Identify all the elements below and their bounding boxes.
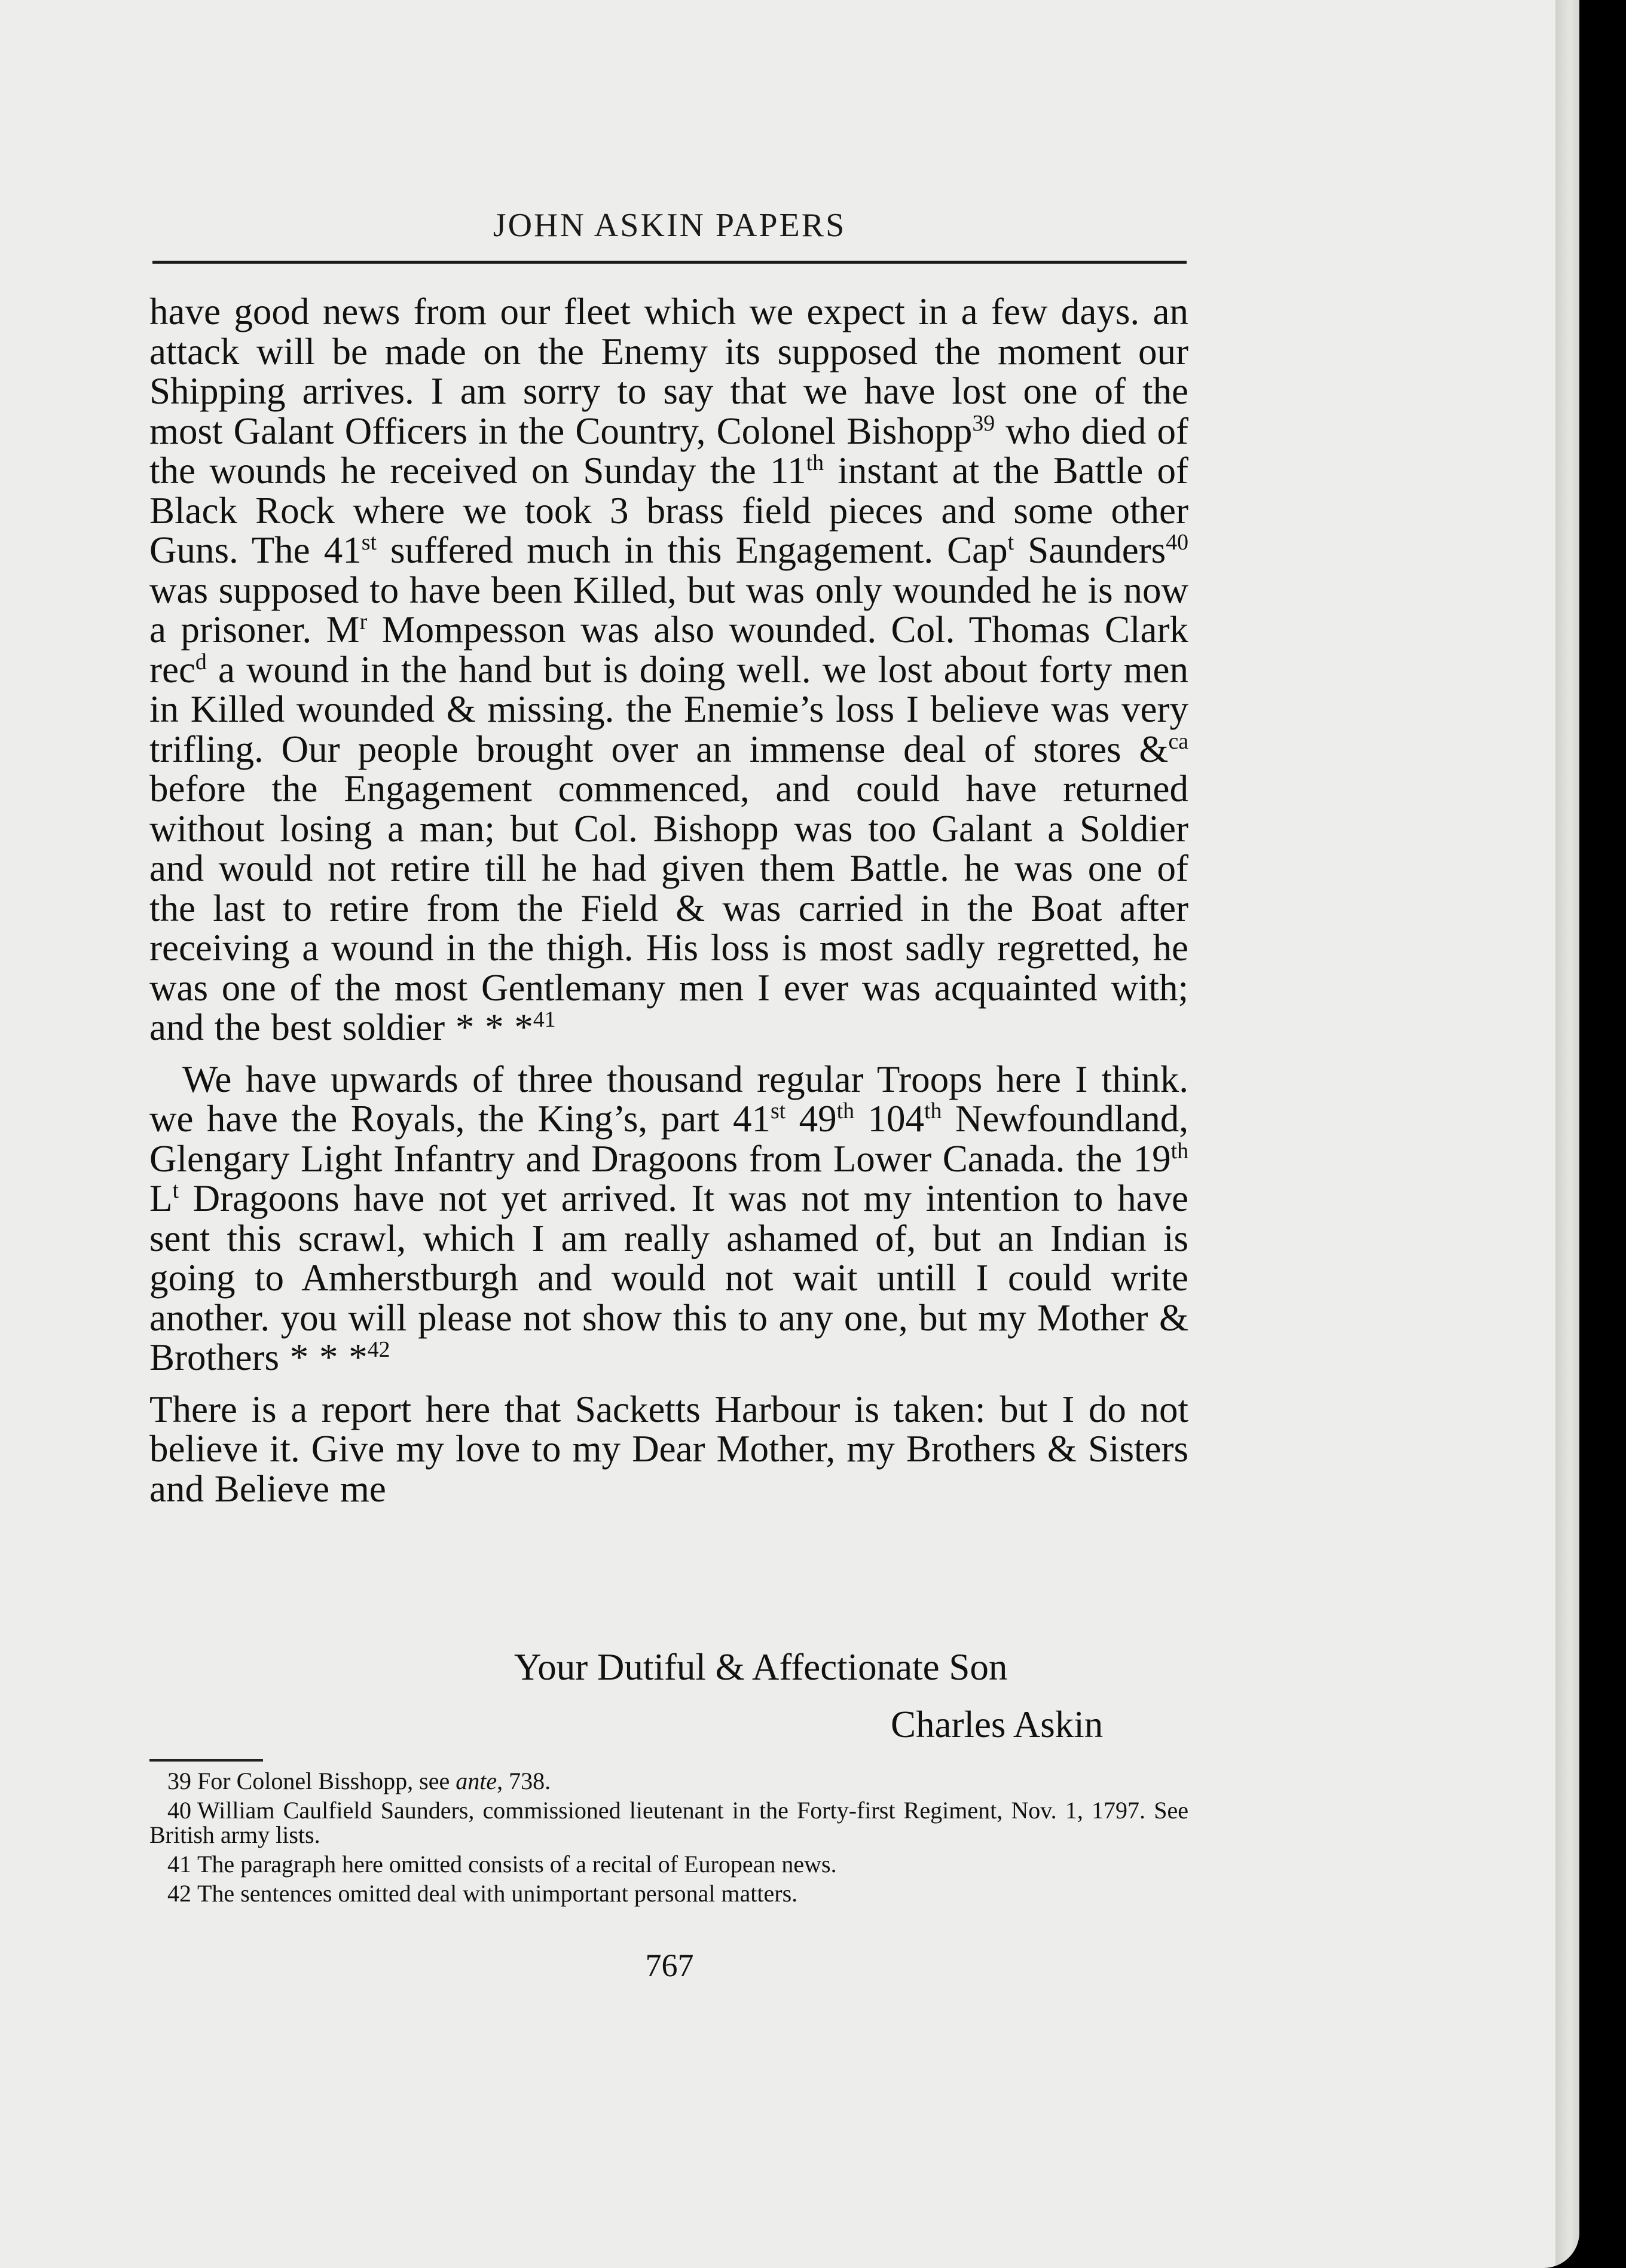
footnote-41: 41 The paragraph here omitted consists of a recital of European news. — [167, 1851, 837, 1878]
footnotes — [149, 1769, 1188, 1910]
footnote-ref-41: 41 — [533, 1007, 556, 1032]
footnote-ref-39: 39 — [972, 410, 995, 436]
letter-signature: Charles Askin — [891, 1704, 1104, 1745]
footnote-rule — [149, 1759, 263, 1762]
running-header: JOHN ASKIN PAPERS — [493, 207, 846, 244]
paragraph-3: There is a report here that Sacketts Harbour is taken: but I do not believe it. Give my love to my Dear Mother, my Brothers & Sisters and Believe me — [149, 1388, 1188, 1510]
letter-body — [149, 292, 1188, 1509]
footnote-ref-40: 40 — [1166, 530, 1188, 555]
footnote-39: 39 For Colonel Bisshopp, see ante, 738. — [167, 1768, 551, 1794]
paragraph-2: We have upwards of three thousand regular Troops here I think. we have the Royals, the King’s, part 41st 49th 104th Newfoundland, Glengary Light Infantry and Dragoons from Lower Canada. the 19th $L^t$ Dragoons have not yet arrived. It was not my intention to have sent this scrawl, which I am really ashamed of, but an Indian is going to Amherstburgh and would not wait untill I could write another. you will please not show this to any one, but my Mother & Brothers * * *$^{42}$ — [149, 1058, 1188, 1378]
header-rule — [152, 261, 1187, 264]
page-edge — [1555, 0, 1579, 2268]
letter-closing: Your Dutiful & Affectionate Son — [514, 1646, 1008, 1688]
page-number: 767 — [645, 1948, 694, 1983]
footnote-ref-42: 42 — [367, 1337, 390, 1362]
footnote-40: 40 William Caulfield Saunders, commissioned lieutenant in the Forty-first Regiment, Nov. 1, 1797. See British army lists. — [149, 1797, 1188, 1848]
footnote-42: 42 The sentences omitted deal with unimportant personal matters. — [167, 1880, 798, 1907]
paragraph-1: have good news from our fleet which we expect in a few days. an attack will be made on the Enemy its supposed the moment our Shipping arrives. I am sorry to say that we have lost one of the most Galant Officers in the Country, Colonel Bishopp$^{39}$ who died of the wounds he received on Sunday the 11th instant at the Battle of Black Rock where we took 3 brass field pieces and some other Guns. The 41st suffered much in this Engagement. Cap$^t$ Saunders$^{40}$ was supposed to have been Killed, but was only wounded he is now a prisoner. $M^r$ Mompesson was also wounded. Col. Thomas Clark rec$^d$ a wound in the hand but is doing well. we lost about forty men in Killed wounded & missing. the Enemie’s loss I believe was very trifling. Our people brought over an immense deal of stores &$^{ca}$ before the Engagement commenced, and could have returned without losing a man; but Col. Bishopp was too Galant a Soldier and would not retire till he had given them Battle. he was one of the last to retire from the Field & was carried in the Boat after receiving a wound in the thigh. His loss is most sadly regretted, he was one of the most Gentlemany men I ever was acquainted with; and the best soldier * * *$^{41}$ — [149, 291, 1188, 1048]
